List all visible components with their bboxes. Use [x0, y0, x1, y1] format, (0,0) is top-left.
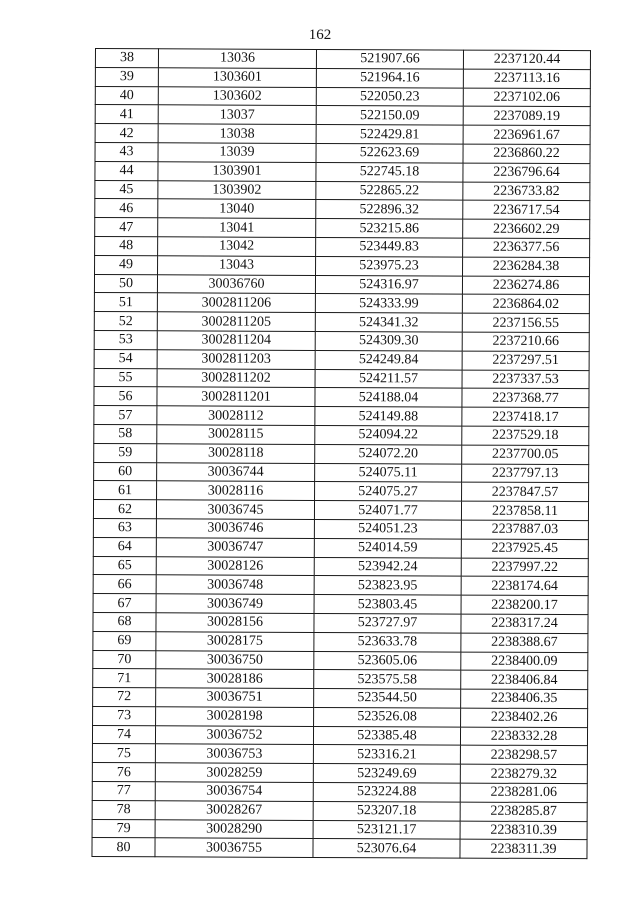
x-coordinate-cell: 523316.21 [313, 745, 460, 764]
point-id-cell: 30028112 [157, 406, 315, 425]
point-id-cell: 30036747 [156, 537, 314, 556]
y-coordinate-cell: 2238317.24 [461, 614, 588, 633]
point-id-cell: 3002811203 [157, 350, 315, 369]
y-coordinate-cell: 2236377.56 [463, 238, 590, 257]
x-coordinate-cell: 523823.95 [314, 576, 461, 595]
point-id-cell: 13041 [158, 218, 316, 237]
x-coordinate-cell: 522150.09 [316, 106, 463, 125]
y-coordinate-cell: 2236602.29 [463, 219, 590, 238]
x-coordinate-cell: 522623.69 [316, 143, 463, 162]
row-number-cell: 40 [95, 86, 158, 105]
y-coordinate-cell: 2238311.39 [460, 840, 587, 859]
row-number-cell: 47 [95, 218, 158, 237]
row-number-cell: 73 [93, 706, 156, 725]
point-id-cell: 30036755 [155, 838, 313, 857]
x-coordinate-cell: 524333.99 [315, 294, 462, 313]
row-number-cell: 66 [93, 575, 156, 594]
table-row [93, 594, 588, 615]
table-row [93, 688, 588, 709]
table-row [95, 236, 590, 257]
point-id-cell: 1303601 [158, 68, 316, 87]
x-coordinate-cell: 523727.97 [314, 613, 461, 632]
row-number-cell: 56 [94, 387, 157, 406]
y-coordinate-cell: 2237418.17 [462, 407, 589, 426]
point-id-cell: 13043 [158, 256, 316, 275]
page-number: 162 [308, 27, 332, 43]
y-coordinate-cell: 2238174.64 [461, 576, 588, 595]
point-id-cell: 30036754 [155, 782, 313, 801]
table-row [93, 650, 588, 671]
x-coordinate-cell: 523449.83 [316, 237, 463, 256]
table-row [94, 293, 589, 314]
x-coordinate-cell: 523544.50 [314, 689, 461, 708]
x-coordinate-cell: 524075.27 [315, 482, 462, 501]
x-coordinate-cell: 523215.86 [316, 219, 463, 238]
row-number-cell: 80 [92, 838, 155, 857]
y-coordinate-cell: 2238200.17 [461, 595, 588, 614]
row-number-cell: 42 [95, 124, 158, 143]
table-row [94, 406, 589, 427]
y-coordinate-cell: 2237156.55 [462, 313, 589, 332]
row-number-cell: 74 [92, 725, 155, 744]
x-coordinate-cell: 523633.78 [314, 632, 461, 651]
x-coordinate-cell: 522745.18 [316, 162, 463, 181]
row-number-cell: 78 [92, 800, 155, 819]
table-row [95, 218, 590, 239]
y-coordinate-cell: 2238285.87 [460, 802, 587, 821]
y-coordinate-cell: 2238298.57 [460, 746, 587, 765]
point-id-cell: 13042 [158, 237, 316, 256]
x-coordinate-cell: 524316.97 [315, 275, 462, 294]
y-coordinate-cell: 2238400.09 [461, 652, 588, 671]
table-row [92, 819, 587, 840]
coordinates-table-body [92, 49, 591, 859]
table-row [94, 274, 589, 295]
x-coordinate-cell: 523224.88 [313, 783, 460, 802]
x-coordinate-cell: 523207.18 [313, 801, 460, 820]
point-id-cell: 30036749 [156, 594, 314, 613]
row-number-cell: 54 [94, 349, 157, 368]
y-coordinate-cell: 2236717.54 [463, 200, 590, 219]
table-row [94, 424, 589, 445]
row-number-cell: 52 [94, 312, 157, 331]
row-number-cell: 75 [92, 744, 155, 763]
table-row [95, 180, 590, 201]
point-id-cell: 3002811204 [157, 331, 315, 350]
point-id-cell: 30036750 [156, 650, 314, 669]
table-row [93, 537, 588, 558]
point-id-cell: 30036752 [155, 725, 313, 744]
x-coordinate-cell: 521907.66 [316, 49, 463, 68]
y-coordinate-cell: 2237297.51 [462, 351, 589, 370]
point-id-cell: 30036746 [156, 519, 314, 538]
point-id-cell: 3002811206 [157, 293, 315, 312]
row-number-cell: 55 [94, 368, 157, 387]
x-coordinate-cell: 524051.23 [314, 519, 461, 538]
x-coordinate-cell: 523803.45 [314, 595, 461, 614]
table-row [95, 255, 590, 276]
y-coordinate-cell: 2238402.26 [461, 708, 588, 727]
y-coordinate-cell: 2237925.45 [461, 539, 588, 558]
y-coordinate-cell: 2237997.22 [461, 558, 588, 577]
table-row [93, 612, 588, 633]
point-id-cell: 30028116 [157, 481, 315, 500]
table-row [93, 518, 588, 539]
table-row [92, 744, 587, 765]
y-coordinate-cell: 2237368.77 [462, 388, 589, 407]
x-coordinate-cell: 524072.20 [315, 444, 462, 463]
x-coordinate-cell: 522896.32 [316, 200, 463, 219]
row-number-cell: 79 [92, 819, 155, 838]
y-coordinate-cell: 2237089.19 [463, 106, 590, 125]
point-id-cell: 13039 [158, 143, 316, 162]
y-coordinate-cell: 2237529.18 [462, 426, 589, 445]
point-id-cell: 30028267 [155, 801, 313, 820]
point-id-cell: 3002811202 [157, 368, 315, 387]
y-coordinate-cell: 2237120.44 [463, 50, 590, 69]
table-row [94, 349, 589, 370]
table-row [95, 199, 590, 220]
x-coordinate-cell: 524075.11 [315, 463, 462, 482]
table-row [92, 800, 587, 821]
point-id-cell: 30036745 [156, 500, 314, 519]
row-number-cell: 46 [95, 199, 158, 218]
point-id-cell: 30036744 [157, 462, 315, 481]
row-number-cell: 63 [93, 518, 156, 537]
row-number-cell: 53 [94, 330, 157, 349]
x-coordinate-cell: 523076.64 [313, 839, 460, 858]
y-coordinate-cell: 2238281.06 [460, 783, 587, 802]
point-id-cell: 30036748 [156, 575, 314, 594]
y-coordinate-cell: 2236796.64 [463, 163, 590, 182]
point-id-cell: 30036751 [156, 688, 314, 707]
table-row [93, 500, 588, 521]
row-number-cell: 59 [94, 443, 157, 462]
coordinates-table [91, 48, 591, 859]
table-row [95, 105, 590, 126]
point-id-cell: 1303602 [158, 86, 316, 105]
y-coordinate-cell: 2237797.13 [462, 464, 589, 483]
row-number-cell: 43 [95, 142, 158, 161]
table-row [95, 161, 590, 182]
row-number-cell: 51 [94, 293, 157, 312]
y-coordinate-cell: 2236274.86 [462, 276, 589, 295]
x-coordinate-cell: 524149.88 [315, 407, 462, 426]
table-row [94, 462, 589, 483]
point-id-cell: 1303902 [158, 180, 316, 199]
row-number-cell: 65 [93, 556, 156, 575]
point-id-cell: 3002811205 [157, 312, 315, 331]
x-coordinate-cell: 523942.24 [314, 557, 461, 576]
table-row [95, 67, 590, 88]
x-coordinate-cell: 523385.48 [313, 726, 460, 745]
x-coordinate-cell: 524071.77 [314, 501, 461, 520]
x-coordinate-cell: 522050.23 [316, 87, 463, 106]
x-coordinate-cell: 524014.59 [314, 538, 461, 557]
table-row [94, 368, 589, 389]
table-row [94, 443, 589, 464]
table-row [94, 387, 589, 408]
row-number-cell: 62 [93, 500, 156, 519]
table-row [94, 312, 589, 333]
y-coordinate-cell: 2238279.32 [460, 764, 587, 783]
y-coordinate-cell: 2238388.67 [461, 633, 588, 652]
x-coordinate-cell: 521964.16 [316, 68, 463, 87]
row-number-cell: 38 [95, 49, 158, 68]
point-id-cell: 13037 [158, 105, 316, 124]
table-row [93, 556, 588, 577]
point-id-cell: 1303901 [158, 162, 316, 181]
y-coordinate-cell: 2236864.02 [462, 294, 589, 313]
table-row [95, 86, 590, 107]
table-row [93, 669, 588, 690]
row-number-cell: 71 [93, 669, 156, 688]
table-row [92, 782, 587, 803]
x-coordinate-cell: 522865.22 [316, 181, 463, 200]
point-id-cell: 30028156 [156, 613, 314, 632]
row-number-cell: 64 [93, 537, 156, 556]
y-coordinate-cell: 2237102.06 [463, 88, 590, 107]
table-row [93, 631, 588, 652]
point-id-cell: 30036753 [155, 744, 313, 763]
row-number-cell: 61 [94, 481, 157, 500]
table-row [95, 49, 590, 70]
x-coordinate-cell: 523575.58 [314, 670, 461, 689]
point-id-cell: 30028175 [156, 631, 314, 650]
y-coordinate-cell: 2237858.11 [461, 501, 588, 520]
row-number-cell: 45 [95, 180, 158, 199]
x-coordinate-cell: 524188.04 [315, 388, 462, 407]
x-coordinate-cell: 522429.81 [316, 125, 463, 144]
point-id-cell: 30036760 [157, 274, 315, 293]
point-id-cell: 13036 [158, 49, 316, 68]
x-coordinate-cell: 524094.22 [315, 425, 462, 444]
row-number-cell: 68 [93, 612, 156, 631]
table-row [95, 142, 590, 163]
table-row [93, 575, 588, 596]
y-coordinate-cell: 2238332.28 [460, 727, 587, 746]
table-row [94, 481, 589, 502]
table-row [92, 725, 587, 746]
point-id-cell: 30028186 [156, 669, 314, 688]
y-coordinate-cell: 2236284.38 [463, 257, 590, 276]
table-row [94, 330, 589, 351]
row-number-cell: 44 [95, 161, 158, 180]
x-coordinate-cell: 523121.17 [313, 820, 460, 839]
point-id-cell: 30028290 [155, 819, 313, 838]
table-row [95, 124, 590, 145]
row-number-cell: 41 [95, 105, 158, 124]
point-id-cell: 13040 [158, 199, 316, 218]
row-number-cell: 76 [92, 763, 155, 782]
y-coordinate-cell: 2237847.57 [462, 482, 589, 501]
row-number-cell: 50 [94, 274, 157, 293]
point-id-cell: 30028198 [156, 707, 314, 726]
row-number-cell: 77 [92, 782, 155, 801]
y-coordinate-cell: 2237337.53 [462, 370, 589, 389]
x-coordinate-cell: 524211.57 [315, 369, 462, 388]
y-coordinate-cell: 2238310.39 [460, 821, 587, 840]
y-coordinate-cell: 2237700.05 [462, 445, 589, 464]
row-number-cell: 60 [94, 462, 157, 481]
x-coordinate-cell: 524341.32 [315, 313, 462, 332]
y-coordinate-cell: 2238406.84 [461, 670, 588, 689]
table-row [92, 838, 587, 859]
row-number-cell: 49 [95, 255, 158, 274]
row-number-cell: 57 [94, 406, 157, 425]
y-coordinate-cell: 2236961.67 [463, 125, 590, 144]
point-id-cell: 30028115 [157, 425, 315, 444]
point-id-cell: 13038 [158, 124, 316, 143]
y-coordinate-cell: 2237113.16 [463, 69, 590, 88]
x-coordinate-cell: 524309.30 [315, 331, 462, 350]
table-row [93, 706, 588, 727]
point-id-cell: 30028118 [157, 444, 315, 463]
row-number-cell: 72 [93, 688, 156, 707]
x-coordinate-cell: 523605.06 [314, 651, 461, 670]
row-number-cell: 69 [93, 631, 156, 650]
x-coordinate-cell: 523249.69 [313, 764, 460, 783]
point-id-cell: 30028259 [155, 763, 313, 782]
row-number-cell: 39 [95, 67, 158, 86]
x-coordinate-cell: 523526.08 [314, 707, 461, 726]
y-coordinate-cell: 2238406.35 [461, 689, 588, 708]
table-row [92, 763, 587, 784]
row-number-cell: 48 [95, 236, 158, 255]
x-coordinate-cell: 523975.23 [316, 256, 463, 275]
row-number-cell: 58 [94, 424, 157, 443]
point-id-cell: 3002811201 [157, 387, 315, 406]
x-coordinate-cell: 524249.84 [315, 350, 462, 369]
point-id-cell: 30028126 [156, 556, 314, 575]
y-coordinate-cell: 2237210.66 [462, 332, 589, 351]
y-coordinate-cell: 2236860.22 [463, 144, 590, 163]
y-coordinate-cell: 2237887.03 [461, 520, 588, 539]
y-coordinate-cell: 2236733.82 [463, 182, 590, 201]
row-number-cell: 67 [93, 594, 156, 613]
row-number-cell: 70 [93, 650, 156, 669]
